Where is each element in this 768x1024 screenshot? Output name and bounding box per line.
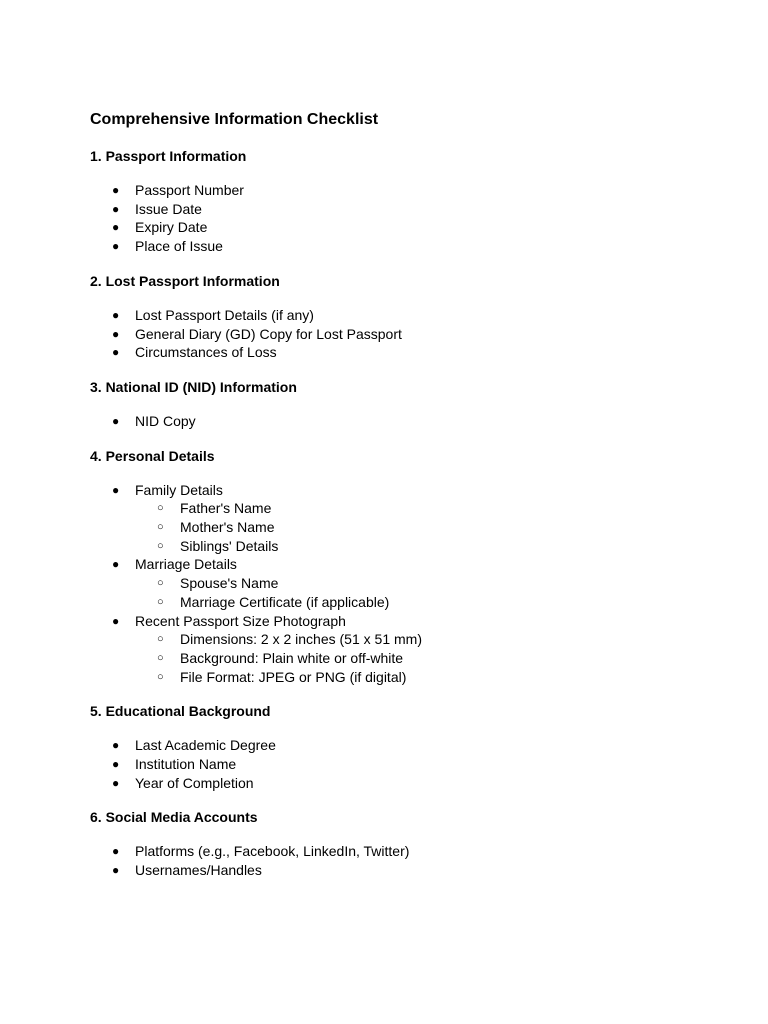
bullet-dot-icon: ●: [112, 201, 120, 216]
list-item-label: General Diary (GD) Copy for Lost Passport: [135, 325, 402, 342]
sub-list-item: [135, 649, 730, 668]
list-item: [90, 325, 730, 344]
section-heading: 1. Passport Information: [90, 148, 247, 164]
bullet-list: [90, 842, 730, 879]
section-heading: 4. Personal Details: [90, 447, 215, 464]
bullet-dot-icon: ●: [112, 183, 120, 197]
list-item: [90, 200, 730, 219]
list-item: [90, 612, 730, 687]
bullet-dot-icon: ●: [112, 413, 120, 428]
section-heading: 2. Lost Passport Information: [90, 272, 280, 289]
sub-list-item-label: Father's Name: [180, 500, 272, 517]
section-heading: 5. Educational Background: [90, 703, 271, 720]
sub-list-item: [135, 593, 730, 612]
list-item-label: Family Details: [135, 481, 223, 498]
list-item-label: Marriage Details: [135, 556, 237, 573]
bullet-list: [90, 736, 730, 792]
list-item: [90, 555, 730, 611]
bullet-dot-icon: ●: [112, 345, 120, 360]
bullet-dot-icon: ●: [112, 220, 120, 235]
list-item: [90, 774, 730, 793]
sub-list-item: [135, 537, 730, 556]
bullet-dot-icon: ●: [112, 239, 120, 254]
sub-list-item-label: Spouse's Name: [180, 575, 279, 592]
list-item-label: Usernames/Handles: [135, 862, 262, 879]
list-item: [90, 842, 730, 861]
bullet-circle-icon: ○: [157, 539, 164, 552]
list-item-label: Lost Passport Details (if any): [135, 306, 314, 323]
bullet-dot-icon: ●: [112, 326, 120, 341]
bullet-circle-icon: ○: [157, 577, 164, 590]
bullet-dot-icon: ●: [112, 613, 120, 628]
list-item: [90, 861, 730, 880]
list-item-label: Circumstances of Loss: [135, 344, 277, 361]
list-item: [90, 237, 730, 256]
list-item: [90, 736, 730, 755]
bullet-dot-icon: ●: [112, 738, 120, 753]
bullet-circle-icon: ○: [157, 502, 164, 515]
list-item-label: NID Copy: [135, 412, 196, 429]
list-item-label: Year of Completion: [135, 774, 254, 791]
sub-list-item-label: Siblings' Details: [180, 537, 279, 554]
bullet-dot-icon: ●: [112, 482, 120, 497]
bullet-dot-icon: ●: [112, 307, 120, 322]
list-item-label: Recent Passport Size Photograph: [135, 612, 346, 629]
list-item: [90, 343, 730, 362]
bullet-circle-icon: ○: [157, 521, 164, 534]
sub-list-item: [135, 668, 730, 687]
list-item: [90, 755, 730, 774]
sub-list-item: [135, 630, 730, 649]
sub-list-item-label: Mother's Name: [180, 519, 275, 536]
list-item-label: Place of Issue: [135, 238, 223, 255]
sub-bullet-list: [135, 574, 730, 611]
sub-bullet-list: [135, 630, 730, 686]
bullet-list: [90, 481, 730, 687]
list-item: [90, 306, 730, 325]
list-item-label: Expiry Date: [135, 219, 208, 236]
bullet-list: [90, 306, 730, 362]
sub-list-item-label: Dimensions: 2 x 2 inches (51 x 51 mm): [180, 631, 422, 648]
document-page: [90, 110, 730, 896]
page-title: Comprehensive Information Checklist: [90, 111, 379, 128]
list-item-label: Last Academic Degree: [135, 737, 276, 754]
bullet-circle-icon: ○: [157, 651, 164, 664]
sub-list-item: [135, 518, 730, 537]
bullet-list: [90, 181, 730, 256]
bullet-list: [90, 412, 730, 431]
bullet-dot-icon: ●: [112, 775, 120, 790]
sub-list-item: [135, 499, 730, 518]
bullet-circle-icon: ○: [157, 595, 164, 608]
bullet-circle-icon: ○: [157, 633, 164, 646]
list-item-label: Institution Name: [135, 756, 237, 773]
list-item: [90, 181, 730, 200]
section-heading: 3. National ID (NID) Information: [90, 378, 297, 395]
sub-list-item: [135, 574, 730, 593]
sub-list-item-label: Background: Plain white or off-white: [180, 649, 404, 666]
bullet-dot-icon: ●: [112, 863, 120, 878]
sub-list-item-label: Marriage Certificate (if applicable): [180, 593, 390, 610]
list-item-label: Issue Date: [135, 200, 202, 217]
sub-bullet-list: [135, 499, 730, 555]
bullet-dot-icon: ●: [112, 557, 120, 572]
bullet-dot-icon: ●: [112, 844, 120, 859]
checklist-sections: [90, 147, 730, 880]
sub-list-item-label: File Format: JPEG or PNG (if digital): [180, 668, 407, 685]
section-heading: 6. Social Media Accounts: [90, 809, 258, 826]
list-item-label: Platforms (e.g., Facebook, LinkedIn, Twitter): [135, 843, 410, 860]
list-item: [90, 412, 730, 431]
list-item: [90, 481, 730, 556]
bullet-dot-icon: ●: [112, 757, 120, 772]
list-item-label: Passport Number: [135, 182, 244, 198]
list-item: [90, 218, 730, 237]
bullet-circle-icon: ○: [157, 670, 164, 683]
